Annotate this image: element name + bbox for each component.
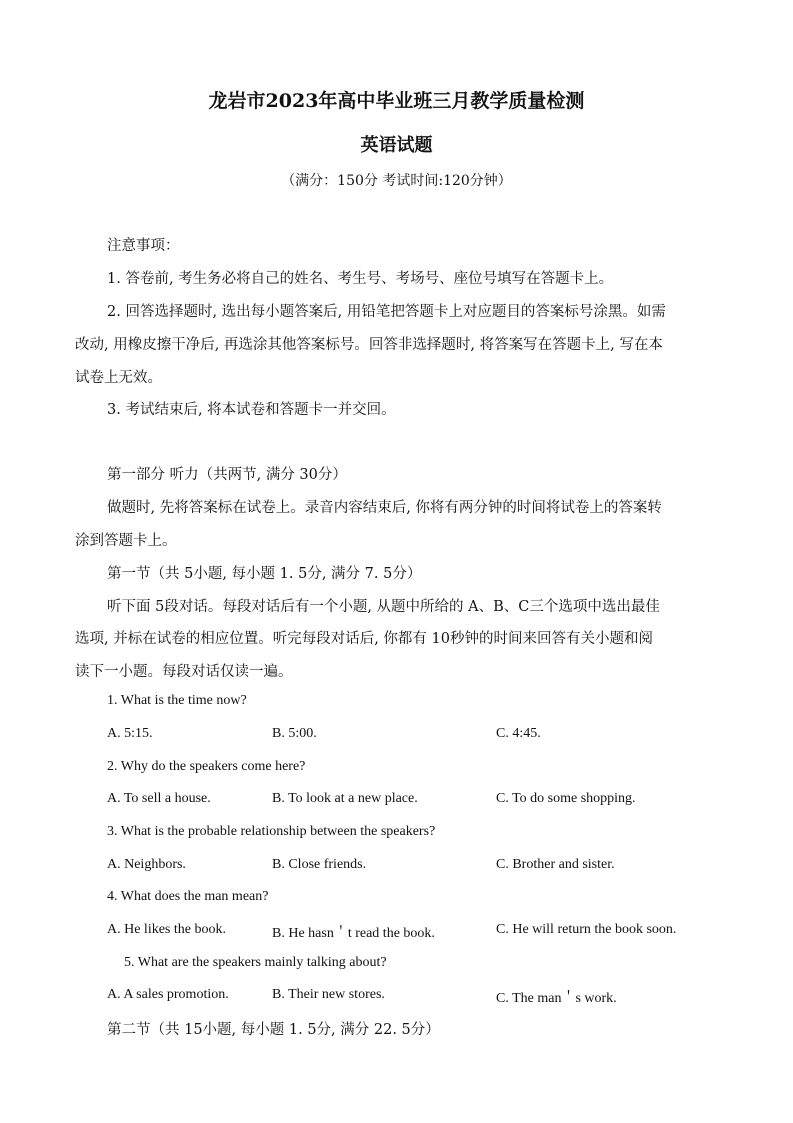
question-5-option-a: A. A sales promotion. (107, 987, 229, 1002)
question-1-option-c: C. 4:45. (496, 726, 541, 741)
note-item-1: 1. 答卷前, 考生务必将自己的姓名、考生号、考场号、座位号填写在答题卡上。 (107, 271, 614, 287)
note-item-2-line-3: 试卷上无效。 (75, 370, 162, 386)
section1-instructions-line-3: 读下一小题。每段对话仅读一遍。 (75, 664, 293, 680)
exam-info: （满分：150分 考试时间:120分钟） (281, 173, 512, 189)
section1-instructions-line-1: 听下面 5段对话。每段对话后有一个小题, 从题中所给的 A、B、C三个选项中选出最佳 (107, 599, 660, 615)
question-2-option-a: A. To sell a house. (107, 791, 211, 806)
question-2: 2. Why do the speakers come here? (107, 759, 306, 774)
section1-instructions-line-2: 选项, 并标在试卷的相应位置。听完每段对话后, 你都有 10秒钟的时间来回答有关小题和阅 (75, 631, 653, 647)
notes-heading: 注意事项： (107, 238, 180, 254)
question-4-option-a: A. He likes the book. (107, 922, 226, 937)
note-item-2-line-2: 改动, 用橡皮擦干净后, 再选涂其他答案标号。回答非选择题时, 将答案写在答题卡上, 写在本 (75, 337, 663, 353)
question-3-option-c: C. Brother and sister. (496, 857, 615, 872)
question-3-option-b: B. Close friends. (272, 857, 367, 872)
question-4-option-c: C. He will return the book soon. (496, 922, 677, 937)
question-1-option-b: B. 5:00. (272, 726, 317, 741)
question-5-option-c: C. The man＇s work. (496, 991, 617, 1006)
question-1: 1. What is the time now? (107, 693, 247, 708)
question-3-option-a: A. Neighbors. (107, 857, 186, 872)
question-4-option-b: B. He hasn＇t read the book. (272, 926, 435, 941)
question-3: 3. What is the probable relationship between the speakers? (107, 824, 436, 839)
section2-heading: 第二节（共 15小题, 每小题 1. 5分, 满分 22. 5分） (107, 1022, 440, 1038)
question-1-option-a: A. 5:15. (107, 726, 153, 741)
part1-intro-line-2: 涂到答题卡上。 (75, 533, 177, 549)
question-2-option-c: C. To do some shopping. (496, 791, 636, 806)
note-item-2-line-1: 2. 回答选择题时, 选出每小题答案后, 用铅笔把答题卡上对应题目的答案标号涂黑。如需 (107, 304, 666, 320)
section1-heading: 第一节（共 5小题, 每小题 1. 5分, 满分 7. 5分） (107, 566, 422, 582)
part1-heading: 第一部分 听力（共两节, 满分 30分） (107, 467, 347, 483)
question-5: 5. What are the speakers mainly talking about? (124, 955, 387, 970)
question-4: 4. What does the man mean? (107, 889, 269, 904)
question-2-option-b: B. To look at a new place. (272, 791, 418, 806)
part1-intro-line-1: 做题时, 先将答案标在试卷上。录音内容结束后, 你将有两分钟的时间将试卷上的答案转 (107, 500, 662, 516)
subject-title: 英语试题 (360, 135, 433, 156)
exam-title: 龙岩市2023年高中毕业班三月教学质量检测 (208, 90, 585, 112)
note-item-3: 3. 考试结束后, 将本试卷和答题卡一并交回。 (107, 402, 396, 418)
question-5-option-b: B. Their new stores. (272, 987, 385, 1002)
